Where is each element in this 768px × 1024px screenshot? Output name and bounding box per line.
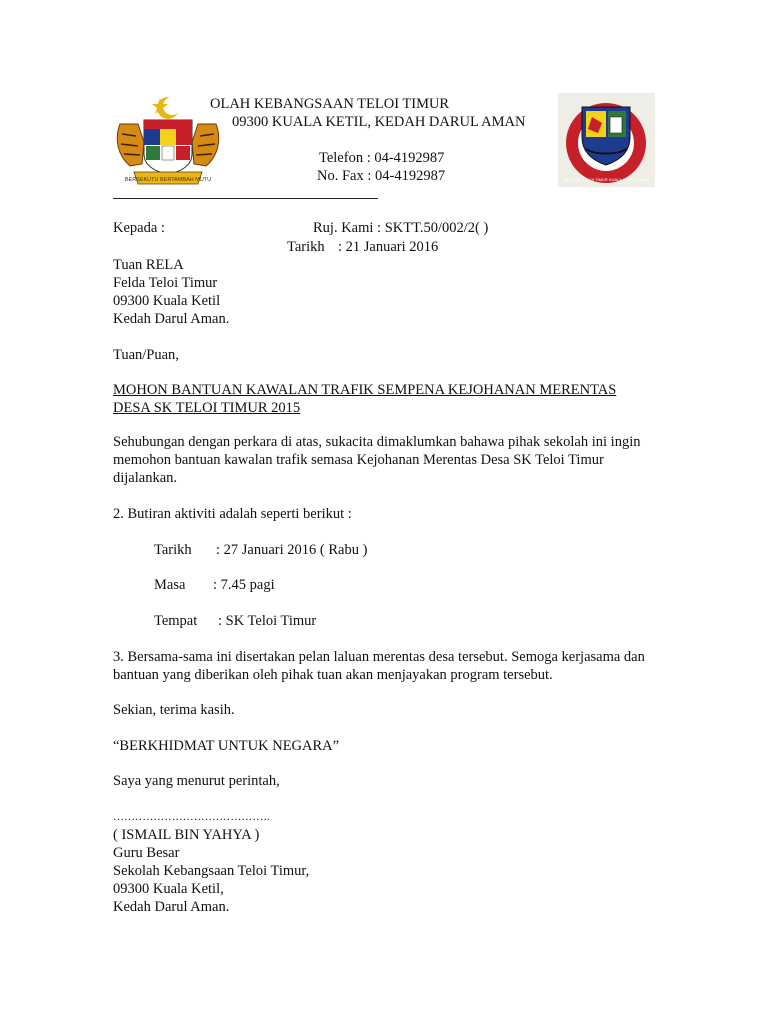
emblem-caption: BERSEKUTU BERTAMBAH MUTU [124,177,212,183]
date-label: Tarikh [287,239,325,255]
logo-caption: SEK. KEB. TELOI TIMUR KUALA KETIL, KEDAH [562,177,650,182]
recipient-line: 09300 Kuala Ketil [113,293,221,309]
signer-address-line: Kedah Darul Aman. [113,899,230,915]
school-logo [558,93,655,187]
header-divider [113,198,378,199]
salutation: Tuan/Puan, [113,347,179,363]
signature-line: ……………………………………. [113,811,270,823]
recipient-line: Felda Teloi Timur [113,275,218,291]
motto: “BERKHIDMAT UNTUK NEGARA” [113,738,340,754]
body-paragraph-3: 3. Bersama-sama ini disertakan pelan laluan merentas desa tersebut. Semoga kerjasama dan bantuan yang diberikan oleh pihak tuan akan menjayakan program tersebut. [113,649,645,683]
coat-of-arms-emblem [112,94,224,190]
signer-name: ( ISMAIL BIN YAHYA ) [113,827,260,843]
date-value: : 21 Januari 2016 [338,239,439,255]
signer-address-line: 09300 Kuala Ketil, [113,881,224,897]
detail-label-date: Tarikh [154,542,192,558]
closing-yours: Saya yang menurut perintah, [113,773,280,789]
kepada-label: Kepada : [113,220,165,236]
subject-line-2: DESA SK TELOI TIMUR 2015 [113,400,301,416]
detail-value-venue: : SK Teloi Timur [218,613,317,629]
closing-thanks: Sekian, terima kasih. [113,702,235,718]
reference-number: Ruj. Kami : SKTT.50/002/2( ) [313,220,489,236]
detail-label-venue: Tempat [154,613,198,629]
body-paragraph-2: 2. Butiran aktiviti adalah seperti berikut : [113,506,352,522]
school-address: 09300 KUALA KETIL, KEDAH DARUL AMAN [232,114,526,130]
detail-label-time: Masa [154,577,186,593]
signer-address-line: Sekolah Kebangsaan Teloi Timur, [113,863,310,879]
subject-line-1: MOHON BANTUAN KAWALAN TRAFIK SEMPENA KEJOHANAN MERENTAS [113,382,617,398]
signer-position: Guru Besar [113,845,180,861]
school-name: OLAH KEBANGSAAN TELOI TIMUR [210,96,450,112]
recipient-line: Tuan RELA [113,257,184,273]
detail-value-date: : 27 Januari 2016 ( Rabu ) [216,542,368,558]
telefon: Telefon : 04-4192987 [319,150,445,166]
fax: No. Fax : 04-4192987 [317,168,446,184]
recipient-line: Kedah Darul Aman. [113,311,230,327]
body-paragraph-1: Sehubungan dengan perkara di atas, sukacita dimaklumkan bahawa pihak sekolah ini ingin memohon bantuan kawalan trafik semasa Kejohanan Merentas Desa SK Teloi Timur dijalankan. [113,434,641,486]
detail-value-time: : 7.45 pagi [213,577,275,593]
